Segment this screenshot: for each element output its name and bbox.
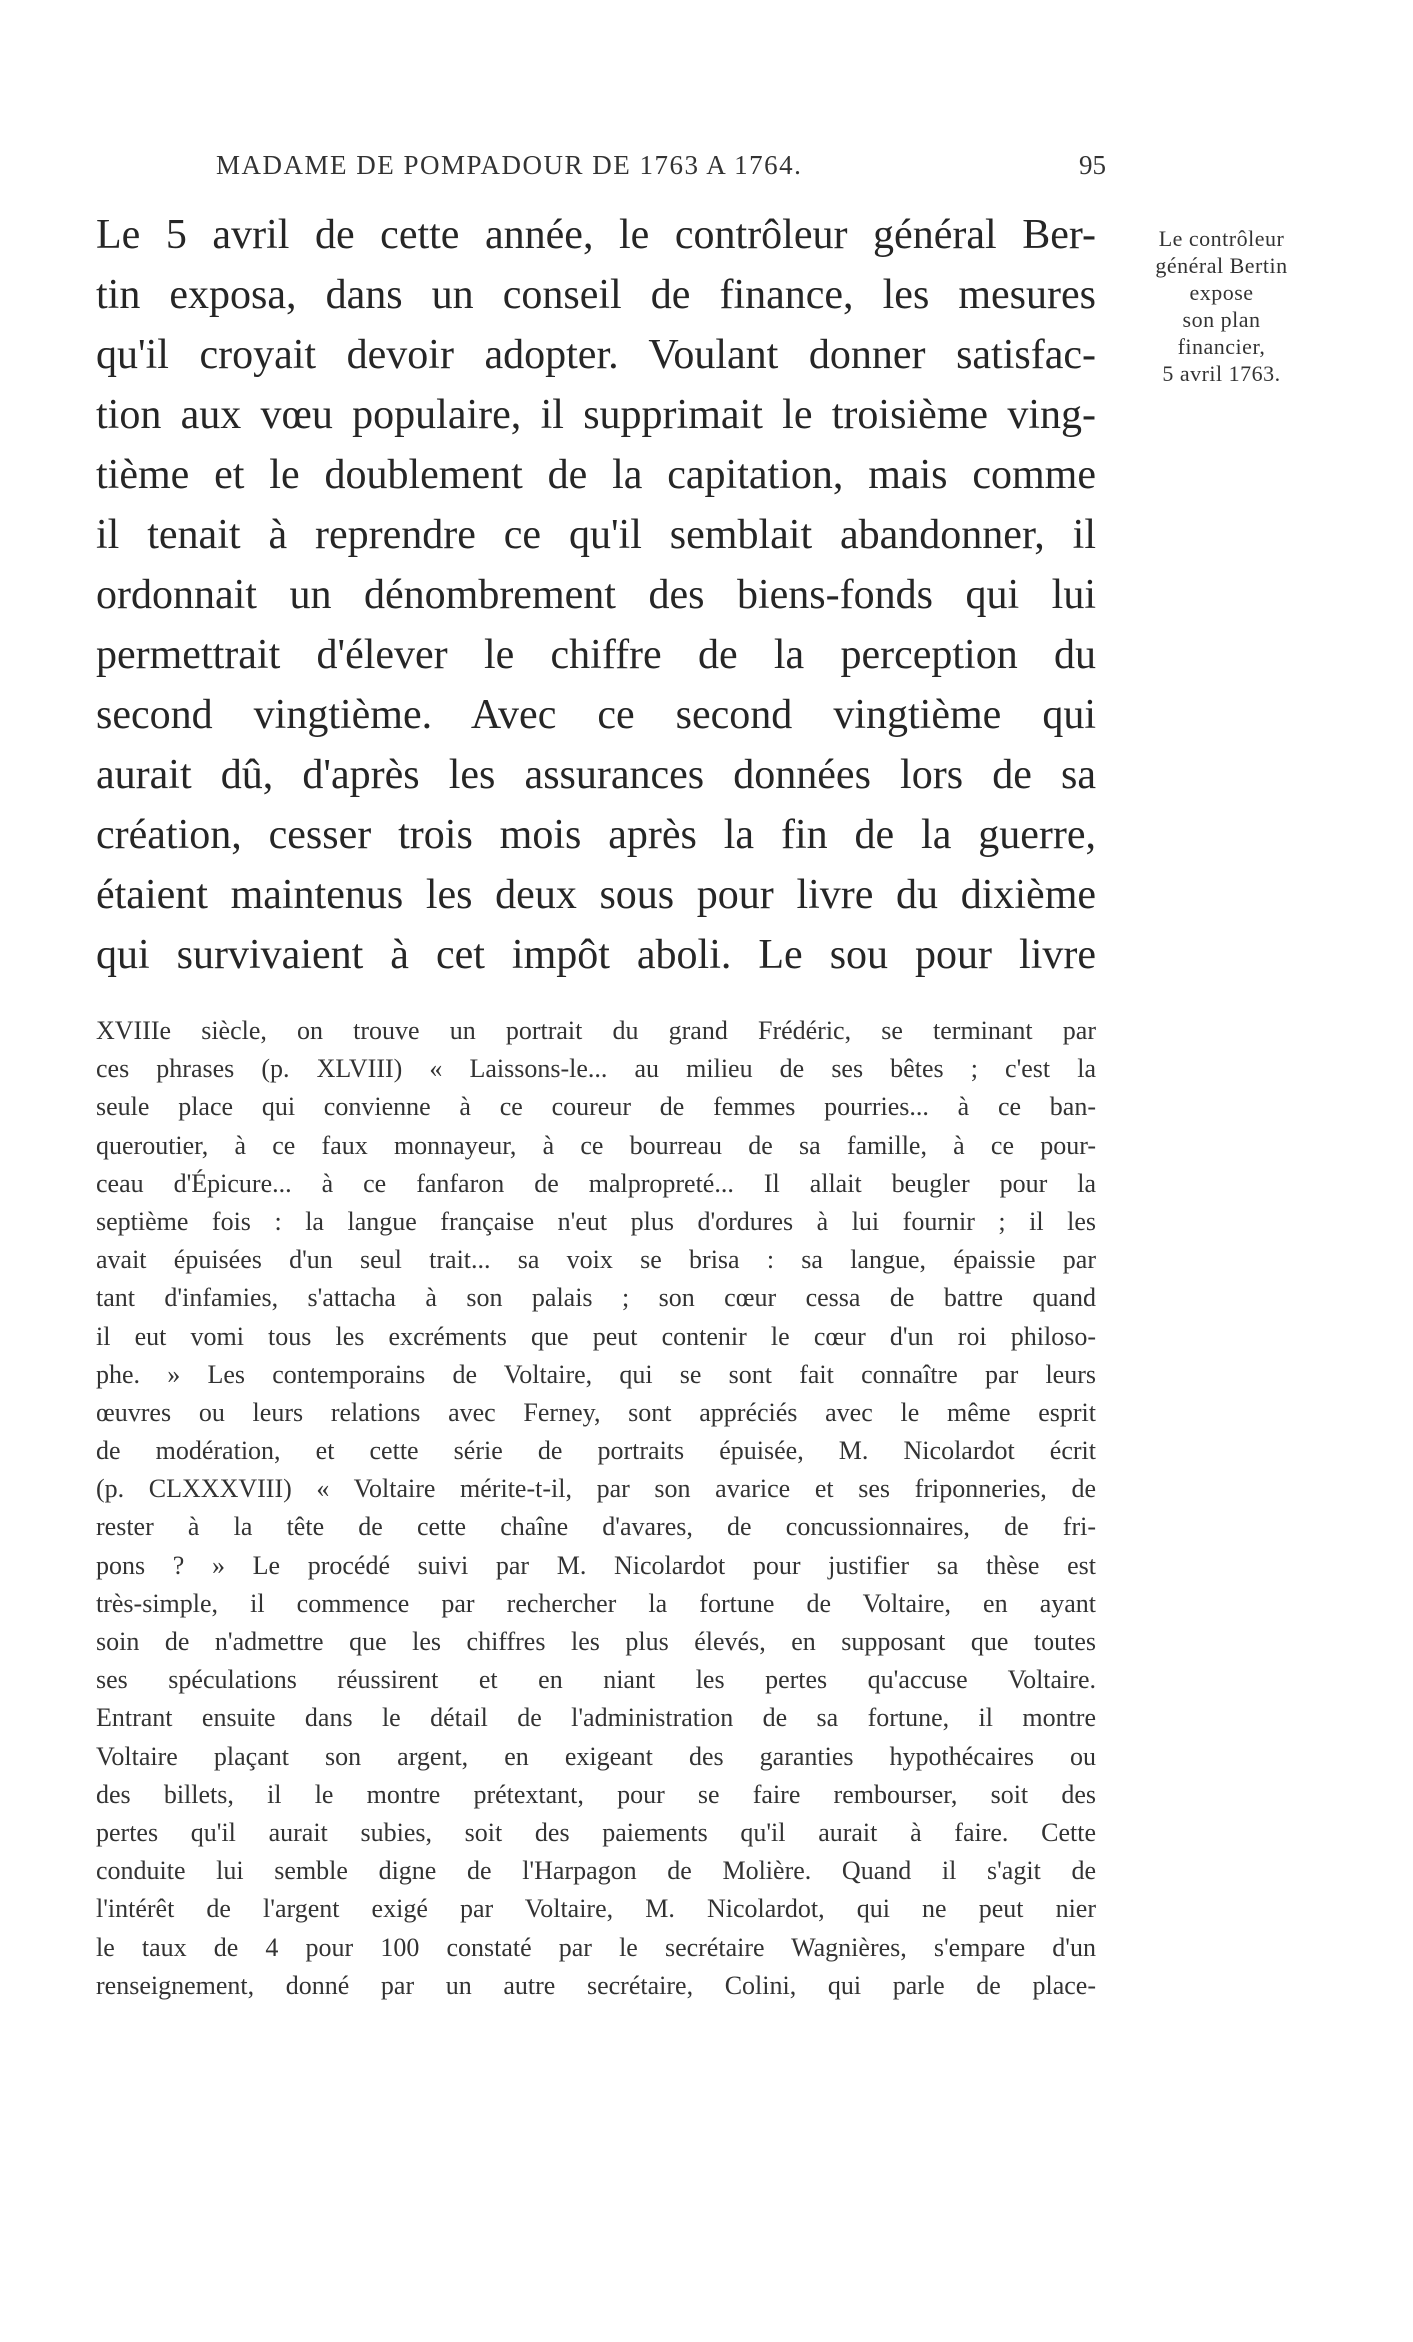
footnote-line: renseignement, donné par un autre secrétaire, Colini, qui parle de place- [96, 1970, 1096, 2000]
footnote-line: queroutier, à ce faux monnayeur, à ce bourreau de sa famille, à ce pour- [96, 1130, 1096, 1160]
footnote-line: ces phrases (p. XLVIII) « Laissons-le... au milieu de ses bêtes ; c'est la [96, 1054, 1096, 1084]
footnote-line: seule place qui convienne à ce coureur de femmes pourries... à ce ban- [96, 1092, 1096, 1122]
footnote-block [96, 1012, 1096, 2005]
main-text-block [96, 205, 1096, 985]
footnote-line: (p. CLXXXVIII) « Voltaire mérite-t-il, par son avarice et ses friponneries, de [96, 1474, 1096, 1504]
footnote-line: très-simple, il commence par rechercher la fortune de Voltaire, en ayant [96, 1588, 1096, 1618]
footnote-line: il eut vomi tous les excréments que peut contenir le cœur d'un roi philoso- [96, 1321, 1096, 1351]
footnote-line: XVIIIe siècle, on trouve un portrait du grand Frédéric, se terminant par [96, 1016, 1096, 1045]
main-text-line: étaient maintenus les deux sous pour livre du dixième [96, 872, 1096, 918]
main-text-line: tième et le doublement de la capitation, mais comme [96, 452, 1096, 498]
main-text-line: tin exposa, dans un conseil de finance, les mesures [96, 272, 1096, 318]
margin-note-line: expose [1189, 280, 1254, 305]
main-text-line: permettrait d'élever le chiffre de la perception du [96, 632, 1096, 678]
margin-note-line: son plan [1182, 307, 1261, 332]
main-text-line: il tenait à reprendre ce qu'il semblait abandonner, il [96, 512, 1096, 558]
main-text-line: aurait dû, d'après les assurances données lors de sa [96, 752, 1096, 798]
footnote-line: rester à la tête de cette chaîne d'avares, de concussionnaires, de fri- [96, 1512, 1096, 1542]
main-text-line: qu'il croyait devoir adopter. Voulant donner satisfac- [96, 332, 1096, 378]
main-text-line: qui survivaient à cet impôt aboli. Le sou pour livre [96, 932, 1096, 978]
main-text-line: second vingtième. Avec ce second vingtième qui [96, 692, 1096, 738]
footnote-line: soin de n'admettre que les chiffres les plus élevés, en supposant que toutes [96, 1627, 1096, 1656]
footnote-line: Voltaire plaçant son argent, en exigeant des garanties hypothécaires ou [96, 1741, 1096, 1771]
running-header [216, 150, 1106, 190]
margin-note [1124, 225, 1319, 387]
footnote-line: tant d'infamies, s'attacha à son palais ; son cœur cessa de battre quand [96, 1283, 1096, 1313]
margin-note-line: financier, [1177, 334, 1266, 359]
footnote-line: de modération, et cette série de portraits épuisée, M. Nicolardot écrit [96, 1436, 1096, 1466]
margin-note-line: 5 avril 1763. [1162, 361, 1281, 386]
footnote-line: le taux de 4 pour 100 constaté par le secrétaire Wagnières, s'empare d'un [96, 1932, 1096, 1962]
footnote-line: des billets, il le montre prétextant, pour se faire rembourser, soit des [96, 1779, 1096, 1809]
margin-note-line: général Bertin [1155, 253, 1288, 278]
footnote-line: l'intérêt de l'argent exigé par Voltaire, M. Nicolardot, qui ne peut nier [96, 1894, 1096, 1924]
footnote-line: pons ? » Le procédé suivi par M. Nicolardot pour justifier sa thèse est [96, 1550, 1096, 1580]
footnote-line: phe. » Les contemporains de Voltaire, qui se sont fait connaître par leurs [96, 1359, 1096, 1389]
page-number: 95 [1079, 150, 1106, 180]
main-text-line: création, cesser trois mois après la fin de la guerre, [96, 812, 1096, 858]
footnote-line: pertes qu'il aurait subies, soit des paiements qu'il aurait à faire. Cette [96, 1817, 1096, 1847]
main-text-line: Le 5 avril de cette année, le contrôleur général Ber- [96, 212, 1096, 258]
main-text-line: ordonnait un dénombrement des biens-fonds qui lui [96, 572, 1096, 618]
margin-note-line: Le contrôleur [1158, 226, 1285, 251]
footnote-line: avait épuisées d'un seul trait... sa voix se brisa : sa langue, épaissie par [96, 1245, 1096, 1275]
footnote-line: conduite lui semble digne de l'Harpagon de Molière. Quand il s'agit de [96, 1856, 1096, 1886]
running-title: MADAME DE POMPADOUR DE 1763 A 1764. [216, 150, 803, 180]
footnote-line: Entrant ensuite dans le détail de l'administration de sa fortune, il montre [96, 1703, 1096, 1733]
footnote-line: septième fois : la langue française n'eut plus d'ordures à lui fournir ; il les [96, 1206, 1096, 1236]
footnote-line: ceau d'Épicure... à ce fanfaron de malpropreté... Il allait beugler pour la [96, 1168, 1096, 1198]
footnote-line: ses spéculations réussirent et en niant les pertes qu'accuse Voltaire. [96, 1665, 1096, 1695]
footnote-line: œuvres ou leurs relations avec Ferney, sont appréciés avec le même esprit [96, 1397, 1096, 1427]
main-text-line: tion aux vœu populaire, il supprimait le troisième ving- [96, 392, 1096, 438]
